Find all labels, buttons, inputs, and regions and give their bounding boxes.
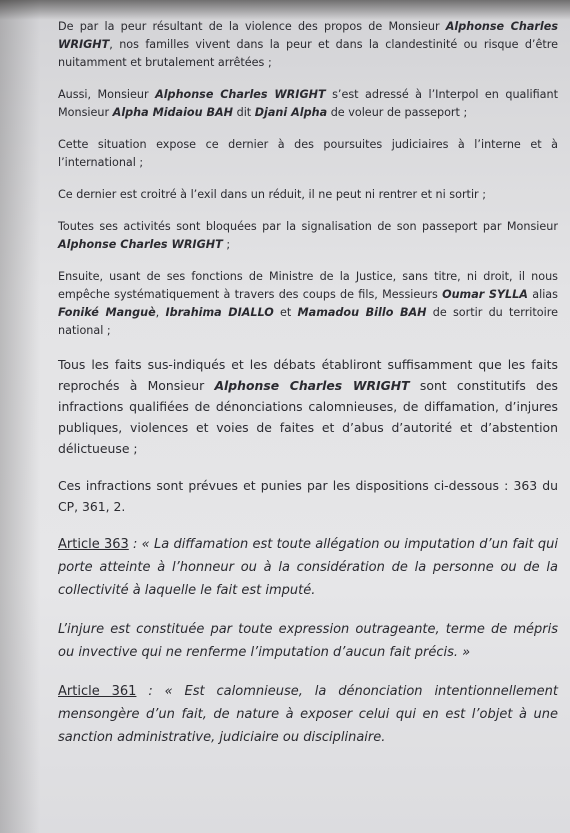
person-name: Oumar SYLLA bbox=[442, 288, 528, 301]
paragraph-text: , nos familles vivent dans la peur et dans la clandestinité ou risque d’être nuitamment et brutalement arrêtées ; bbox=[58, 38, 558, 69]
paragraph-text: sont constitutifs des infractions qualifiées de dénonciations calomnieuses, de diffamation, d’injures publiques, violences et voies de faites et d’abus d’autorité et d’abstention délictueuse ; bbox=[58, 378, 558, 456]
paragraph-text: Toutes ses activités sont bloquées par la signalisation de son passeport par Monsieur bbox=[58, 220, 558, 233]
paragraph-text: de sortir du territoire national ; bbox=[58, 306, 558, 337]
paragraph-text: Tous les faits sus-indiqués et les débats établiront suffisamment que les faits reprochés à Monsieur bbox=[58, 357, 558, 393]
paragraph bbox=[58, 136, 558, 172]
paragraph-text: et bbox=[273, 306, 298, 319]
paragraph bbox=[58, 618, 558, 664]
article-label: Article 361 bbox=[58, 684, 137, 699]
person-name: Ibrahima DIALLO bbox=[165, 306, 274, 319]
page-shadow-left bbox=[0, 0, 40, 833]
person-name: Alphonse Charles WRIGHT bbox=[58, 20, 558, 51]
person-name: Foniké Manguè bbox=[58, 306, 156, 319]
person-name: Alphonse Charles WRIGHT bbox=[58, 238, 223, 251]
article-text: : « Est calomnieuse, la dénonciation intentionnellement mensongère d’un fait, de nature à exposer celui qui en est l’objet à une sanction administrative, judiciaire ou disciplinaire. bbox=[58, 684, 558, 745]
person-name: Alpha Midaiou BAH bbox=[112, 106, 234, 119]
paragraph-text: Ce dernier est croitré à l’exil dans un réduit, il ne peut ni rentrer et ni sortir ; bbox=[58, 188, 486, 201]
paragraph-text: s’est adressé à l’Interpol en qualifiant Monsieur bbox=[58, 88, 558, 119]
page-shadow-top bbox=[0, 0, 570, 20]
paragraph-text: ; bbox=[222, 238, 231, 251]
paragraph-text: Cette situation expose ce dernier à des poursuites judiciaires à l’interne et à l’international ; bbox=[58, 138, 558, 169]
article-label: Article 363 bbox=[58, 537, 129, 552]
paragraph bbox=[58, 218, 558, 254]
person-name: Mamadou Billo BAH bbox=[297, 306, 427, 319]
paragraph bbox=[58, 475, 558, 517]
paragraph bbox=[58, 86, 558, 122]
paragraph bbox=[58, 186, 558, 204]
paragraph-text: alias bbox=[527, 288, 558, 301]
paragraph-text: Ces infractions sont prévues et punies par les dispositions ci-dessous : 363 du CP, 361, 2. bbox=[58, 478, 558, 514]
paragraph bbox=[58, 268, 558, 340]
paragraph bbox=[58, 533, 558, 602]
paragraph bbox=[58, 354, 558, 459]
paragraph-text: Ensuite, usant de ses fonctions de Ministre de la Justice, sans titre, ni droit, il nous empêche systématiquement à travers des coups de fils, Messieurs bbox=[58, 270, 558, 301]
paragraph-text: de voleur de passeport ; bbox=[327, 106, 468, 119]
article-text: : « La diffamation est toute allégation ou imputation d’un fait qui porte atteinte à l’honneur ou à la considération de la personne ou de la collectivité à laquelle le fait est imputé. bbox=[58, 537, 558, 598]
paragraph bbox=[58, 18, 558, 72]
document-body bbox=[58, 18, 558, 749]
person-name: Alphonse Charles WRIGHT bbox=[155, 88, 326, 101]
paragraph bbox=[58, 680, 558, 749]
person-name: Djani Alpha bbox=[254, 106, 328, 119]
paragraph-text: , bbox=[155, 306, 166, 319]
article-text: L’injure est constituée par toute expression outrageante, terme de mépris ou invective qui ne renferme l’imputation d’aucun fait précis. » bbox=[58, 622, 558, 660]
person-name: Alphonse Charles WRIGHT bbox=[214, 378, 410, 393]
paragraph-text: De par la peur résultant de la violence des propos de Monsieur bbox=[58, 20, 446, 33]
paragraph-text: dit bbox=[233, 106, 255, 119]
paragraph-text: Aussi, Monsieur bbox=[58, 88, 156, 101]
